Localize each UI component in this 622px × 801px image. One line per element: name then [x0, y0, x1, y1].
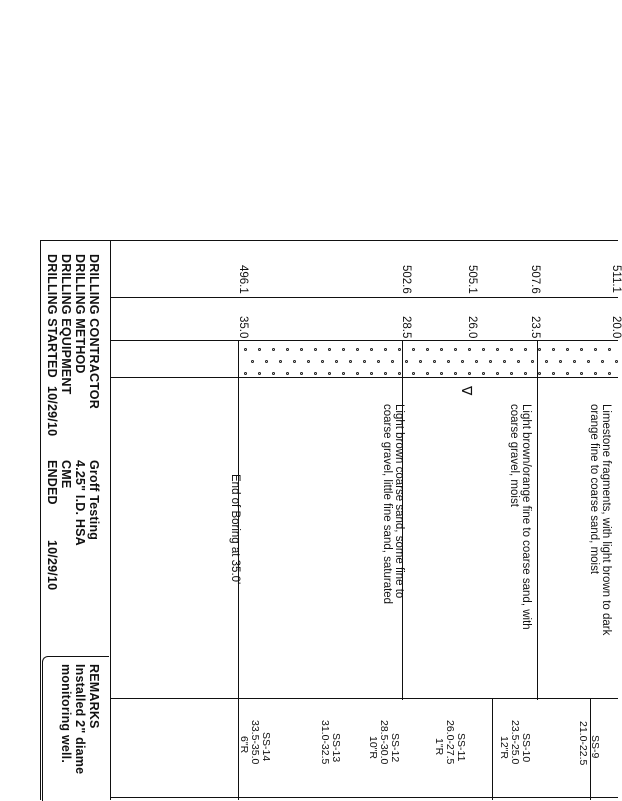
graphic-log-dot — [286, 348, 289, 351]
graphic-log-dot — [454, 372, 457, 375]
graphic-log-dot — [447, 360, 450, 363]
graphic-log-dot — [300, 348, 303, 351]
drilling-contractor-label: DRILLING CONTRACTOR — [87, 254, 101, 409]
graphic-log-dot — [314, 348, 317, 351]
footer-divider-line — [110, 240, 111, 800]
drilling-method-label: DRILLING METHOD — [73, 254, 87, 374]
drilling-started-value: 10/29/10 — [45, 386, 59, 437]
graphic-log-dot — [580, 372, 583, 375]
drilling-ended-label: ENDED — [45, 460, 59, 505]
sample-ss11-recovery: 1"R — [433, 738, 445, 756]
graphic-log-dot — [244, 372, 247, 375]
sample-ss9-range: 21.0-22.5 — [577, 721, 589, 766]
graphic-log-dot — [286, 372, 289, 375]
sample-ss12-range: 28.5-30.0 — [378, 720, 390, 765]
graphic-log-dot — [566, 372, 569, 375]
graphic-log-dot — [314, 372, 317, 375]
sample-ss14-range: 33.5-35.0 — [249, 720, 261, 765]
graphic-log-dot — [503, 360, 506, 363]
graphic-log-dot — [244, 348, 247, 351]
graphic-log-dot — [377, 360, 380, 363]
graphic-log-dot — [454, 348, 457, 351]
sample-ss13-range: 31.0-32.5 — [319, 720, 331, 765]
graphic-log-dot — [272, 348, 275, 351]
column-divider-2 — [110, 340, 618, 341]
column-divider-3 — [110, 377, 618, 378]
graphic-log-dot — [412, 372, 415, 375]
graphic-log-dot — [482, 348, 485, 351]
graphic-log-dot — [608, 348, 611, 351]
graphic-log-dot — [342, 348, 345, 351]
graphic-log-dot — [496, 372, 499, 375]
graphic-log-dot — [398, 372, 401, 375]
graphic-log-dot — [566, 348, 569, 351]
graphic-log-dot — [426, 372, 429, 375]
depth-20: 20.0 — [610, 316, 622, 339]
drilling-ended-value: 10/29/10 — [45, 540, 59, 591]
remarks-line2: monitoring well. — [59, 664, 73, 764]
graphic-log-dot — [384, 348, 387, 351]
description-layer3-line2: coarse gravel, little fine sand, saturated — [381, 404, 393, 605]
graphic-log-dot — [468, 372, 471, 375]
graphic-log-dot — [440, 348, 443, 351]
drilling-equipment-value: CME — [59, 460, 73, 489]
depth-35: 35.0 — [237, 316, 249, 339]
depth-28: 28.5 — [400, 316, 412, 339]
elevation-507: 507.6 — [529, 265, 541, 294]
end-of-boring-note: End of Boring at 35.0' — [229, 474, 241, 585]
sample-ss14-id: SS-14 — [260, 732, 272, 762]
remarks-line1: Installed 2" diame — [73, 664, 87, 775]
graphic-log-dot — [265, 360, 268, 363]
elevation-511: 511.1 — [610, 265, 622, 293]
graphic-log-dot — [279, 360, 282, 363]
graphic-log-dot — [272, 372, 275, 375]
description-layer2-line1: Light brown/orange fine to coarse sand, with — [520, 404, 532, 630]
graphic-log-dot — [510, 348, 513, 351]
sample-ss12-recovery: 10"R — [367, 736, 379, 759]
elevation-505: 505.1 — [466, 265, 478, 294]
graphic-log-dot — [587, 360, 590, 363]
graphic-log-dot — [601, 360, 604, 363]
graphic-log-dot — [426, 348, 429, 351]
remarks-label: REMARKS — [87, 664, 101, 729]
sample-ss11-range: 26.0-27.5 — [444, 720, 456, 765]
sample-ss14-recovery: 6"R — [238, 736, 250, 754]
graphic-log-dot — [496, 348, 499, 351]
depth-23: 23.5 — [529, 316, 541, 339]
sample-boundary-a — [492, 698, 493, 800]
sample-ss11-id: SS-11 — [455, 733, 467, 762]
depth-26: 26.0 — [466, 316, 478, 339]
drilling-contractor-value: Groff Testing — [87, 460, 101, 541]
graphic-log-dot — [405, 360, 408, 363]
graphic-log-dot — [573, 360, 576, 363]
graphic-log-dot — [552, 372, 555, 375]
sample-ss10-recovery: 12"R — [498, 736, 510, 759]
graphic-log-dot — [398, 348, 401, 351]
description-layer3-line1: Light brown coarse sand, some fine to — [393, 404, 405, 599]
graphic-log-dot — [349, 360, 352, 363]
graphic-log-dot — [615, 360, 618, 363]
graphic-log-dot — [524, 372, 527, 375]
graphic-log-dot — [538, 348, 541, 351]
sample-ss13-id: SS-13 — [330, 733, 342, 763]
graphic-log-dot — [510, 372, 513, 375]
graphic-log-dot — [545, 360, 548, 363]
sample-ss10-range: 23.5-25.0 — [509, 720, 521, 765]
description-layer1-line1: Limestone fragments, with light brown to dark — [600, 404, 612, 636]
graphic-log-dot — [258, 348, 261, 351]
graphic-log-dot — [433, 360, 436, 363]
graphic-log-dot — [391, 360, 394, 363]
graphic-log-dot — [293, 360, 296, 363]
graphic-log-dot — [440, 372, 443, 375]
graphic-log-dot — [594, 372, 597, 375]
description-layer2-line2: coarse gravel, moist — [508, 404, 520, 507]
graphic-log-dot — [489, 360, 492, 363]
graphic-log-dot — [559, 360, 562, 363]
sample-ss12-id: SS-12 — [389, 733, 401, 763]
graphic-log-dot — [419, 360, 422, 363]
graphic-log-dot — [475, 360, 478, 363]
graphic-log-dot — [258, 372, 261, 375]
graphic-log-dot — [370, 372, 373, 375]
graphic-log-dot — [321, 360, 324, 363]
graphic-log-dot — [328, 372, 331, 375]
sample-ss10-id: SS-10 — [520, 733, 532, 763]
graphic-log-dot — [307, 360, 310, 363]
graphic-log-dot — [482, 372, 485, 375]
elevation-496: 496.1 — [237, 265, 249, 294]
column-divider-4 — [110, 698, 618, 699]
column-divider-1 — [110, 297, 618, 298]
graphic-log-dot — [580, 348, 583, 351]
graphic-log-dot — [335, 360, 338, 363]
graphic-log-dot — [384, 372, 387, 375]
graphic-log-dot — [363, 360, 366, 363]
elevation-502: 502.6 — [400, 265, 412, 294]
sample-ss9-id: SS-9 — [589, 735, 601, 759]
water-table-icon: ∇ — [459, 386, 475, 396]
graphic-log-dot — [356, 348, 359, 351]
description-layer1-line2: orange fine to coarse sand, moist — [588, 404, 600, 575]
graphic-log-dot — [370, 348, 373, 351]
column-divider-5 — [110, 797, 618, 798]
graphic-log-dot — [356, 372, 359, 375]
graphic-log-dot — [342, 372, 345, 375]
graphic-log-dot — [461, 360, 464, 363]
graphic-log-dot — [538, 372, 541, 375]
graphic-log-pattern — [240, 342, 618, 377]
layer-boundary-23 — [537, 340, 538, 700]
graphic-log-dot — [552, 348, 555, 351]
graphic-log-dot — [412, 348, 415, 351]
drilling-equipment-label: DRILLING EQUIPMENT — [59, 254, 73, 395]
drilling-started-label: DRILLING STARTED — [45, 254, 59, 378]
graphic-log-dot — [517, 360, 520, 363]
graphic-log-dot — [300, 372, 303, 375]
graphic-log-dot — [468, 348, 471, 351]
drilling-method-value: 4.25" I.D. HSA — [73, 460, 87, 546]
top-border-line — [40, 240, 618, 241]
graphic-log-dot — [608, 372, 611, 375]
graphic-log-dot — [524, 348, 527, 351]
graphic-log-dot — [328, 348, 331, 351]
graphic-log-dot — [251, 360, 254, 363]
left-border-line — [40, 240, 41, 800]
graphic-log-dot — [594, 348, 597, 351]
graphic-log-dot — [531, 360, 534, 363]
